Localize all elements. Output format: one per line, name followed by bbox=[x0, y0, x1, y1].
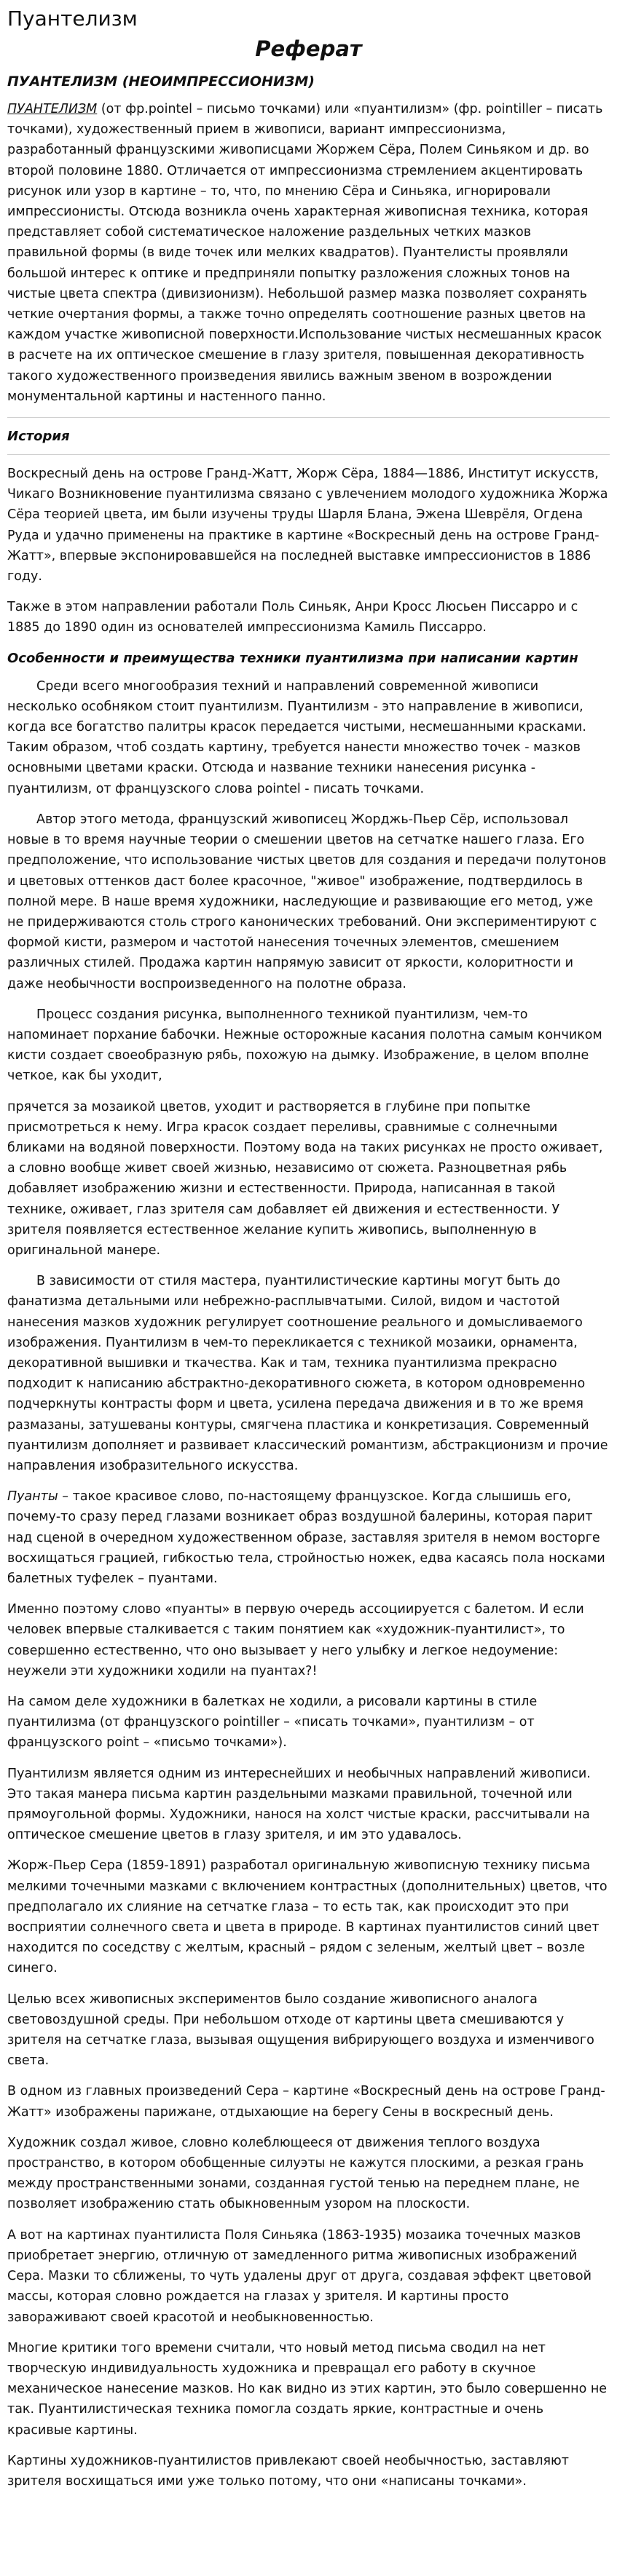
puanty-paragraph-4: Пуантилизм является одним из интереснейших и необычных направлений живописи. Это такая манера письма картин раздельными мазками правильной, точечной или прямоугольной формы. Художники, нанося на холст чистые краски, рассчитывали на оптическое смешение цветов в глазу зрителя, и им это удавалось. bbox=[7, 1766, 591, 1843]
section-divider bbox=[7, 454, 610, 455]
section-divider bbox=[7, 417, 610, 418]
intro-text: (от фр.pointel – письмо точками) или «пуантилизм» (фр. pointiller – писать точками), художественный прием в живописи, вариант импрессионизма, разработанный французскими живописцами Жоржем Сёра, Полем Синьяком и др. во второй половине 1880. Отличается от импрессионизма стремлением акцентировать рисунок или узор в картине – то, что, по мнению Сёра и Синьяка, игнорировали импрессионисты. Отсюда возникла очень характерная живописная техника, которая представляет собой систематическое наложение раздельных четких мазков правильной формы (в виде точек или мелких квадратов). Пуантелисты проявляли большой интерес к оптике и предприняли попытку разложения сложных тонов на чистые цвета спектра (дивизионизм). Небольшой размер мазка позволяет сохранять четкие очертания формы, а также точно определять соотношение разных цветов на каждом участке живописной поверхности.Использование чистых несмешанных красок в расчете на их оптическое смешение в глазу зрителя, повышенная декоративность такого художественного произведения явились важным звеном в возрождении монументальной картины и настенного панно. bbox=[7, 102, 603, 404]
puanty-paragraph-5: Жорж-Пьер Сера (1859-1891) разработал оригинальную живописную технику письма мелкими точечными мазками с включением контрастных (дополнительных) цветов, что предполагало их слияние на сетчатке глаза – то есть так, как происходит это при восприятии солнечного света и цвета в природе. В картинах пуантилистов синий цвет находится по соседству с желтым, красный – рядом с зеленым, желтый цвет – возле синего. bbox=[7, 1858, 608, 1976]
features-paragraph-5: В зависимости от стиля мастера, пуантилистические картины могут быть до фанатизма детальными или небрежно-расплывчатыми. Силой, видом и частотой нанесения мазков художник регулирует соотношение реального и домысливаемого изображения. Пуантилизм в чем-то перекликается с техникой мозаики, орнамента, декоративной вышивки и ткачества. Как и там, техника пуантилизма прекрасно подходит к написанию абстрактно-декоративного сюжета, в котором одновременно подчеркнуты контрасты форм и цвета, усилена передача движения и в то же время размазаны, затушеваны контуры, смягчена пластика и конкретизация. Современный пуантилизм дополняет и развивает классический романтизм, абстракционизм и прочие направления изобразительного искусства. bbox=[7, 1274, 608, 1473]
puanty-paragraph-3: На самом деле художники в балетках не ходили, а рисовали картины в стиле пуантилизма (от французского pointiller – «писать точками», пуантилизм – от французского point – «письмо точками»). bbox=[7, 1695, 538, 1751]
puanty-paragraph-8: Художник создал живое, словно колеблющееся от движения теплого воздуха пространство, в котором обобщенные силуэты не кажутся плоскими, а резкая грань между пространственными зонами, созданная густой тенью на переднем плане, не позволяет изображению стать обыкновенным узором на плоскости. bbox=[7, 2135, 584, 2212]
intro-paragraph bbox=[7, 99, 610, 407]
puanty-paragraph-6: Целью всех живописных экспериментов было создание живописного аналога световоздушной среды. При небольшом отходе от картины цвета смешиваются у зрителя на сетчатке глаза, вызывая ощущения вибрирующего воздуха и изменчивого света. bbox=[7, 1992, 594, 2069]
history-heading: История bbox=[7, 429, 70, 445]
history-paragraph-2: Также в этом направлении работали Поль Синьяк, Анри Кросс Люсьен Писсарро и с 1885 до 1890 один из основателей импрессионизма Камиль Писсарро. bbox=[7, 600, 578, 635]
site-title: Пуантелизм bbox=[7, 7, 138, 31]
puanty-paragraph-1 bbox=[7, 1486, 610, 1589]
features-paragraph-4: прячется за мозаикой цветов, уходит и растворяется в глубине при попытке присмотреться к нему. Игра красок создает переливы, сравнимые с солнечными бликами на водяной поверхности. Поэтому вода на таких рисунках не просто оживает, а словно вообще живет своей жизнью, независимо от сюжета. Разноцветная рябь добавляет изображению жизни и естественности. Природа, написанная в такой технике, оживает, глаз зрителя сам добавляет ей движения и естественности. У зрителя появляется естественное желание купить живопись, выполненную в оригинальной манере. bbox=[7, 1099, 603, 1258]
document-subtitle: ПУАНТЕЛИЗМ (НЕОИМПРЕССИОНИЗМ) bbox=[7, 74, 315, 90]
puanty-paragraph-10: Многие критики того времени считали, что новый метод письма сводил на нет творческую индивидуальность художника и превращал его работу в скучное механическое нанесение мазков. Но как видно из этих картин, это было совершенно не так. Пуантилистическая техника помогла создать яркие, контрастные и очень красивые картины. bbox=[7, 2340, 608, 2438]
document-title: Реферат bbox=[255, 36, 362, 61]
features-heading: Особенности и преимущества техники пуантилизма при написании картин bbox=[7, 650, 578, 666]
features-paragraph-1: Среди всего многообразия техний и направлений современной живописи несколько особняком стоит пуантилизм. Пуантилизм - это направление в живописи, когда все богатство палитры красок передается чистыми, несмешанными красками. Таким образом, чтоб создать картину, требуется нанести множество точек - мазков основными цветами краски. Отсюда и название техники нанесения рисунка - пуантилизм, от французского слова pointel - писать точками. bbox=[7, 678, 586, 796]
history-paragraph-1: Воскресный день на острове Гранд-Жатт, Жорж Сёра, 1884—1886, Институт искусств, Чикаго Возникновение пуантилизма связано с увлечением молодого художника Жоржа Сёра теорией цвета, им были изучены труды Шарля Блана, Эжена Шеврёля, Огдена Руда и удачно применены на практике в картине «Воскресный день на острове Гранд-Жатт», впервые экспонировавшейся на последней выставке импрессионистов в 1886 году. bbox=[7, 467, 608, 584]
puanty-paragraph-11: Картины художников-пуантилистов привлекают своей необычностью, заставляют зрителя восхищаться ими уже только потому, что они «написаны точками». bbox=[7, 2453, 569, 2489]
features-paragraph-2: Автор этого метода, французский живописец Жорджь-Пьер Сёр, использовал новые в то время научные теории о смешении цветов на сетчатке нашего глаза. Его предположение, что использование чистых цветов для создания и передачи полутонов и цветовых оттенков даст более красочное, "живое" изображение, подтвердилось в полной мере. В наше время художники, наследующие и развивающие его метод, уже не придерживаются столь строго канонических требований. Они экспериментируют с формой кисти, размером и частотой нанесения точечных элементов, смешением различных стилей. Продажа картин напрямую зависит от яркости, колоритности и даже необычности воспроизведенного на полотне образа. bbox=[7, 812, 607, 991]
puanty-paragraph-7: В одном из главных произведений Сера – картине «Воскресный день на острове Гранд-Жатт» изображены парижане, отдыхающие на берегу Сены в воскресный день. bbox=[7, 2084, 605, 2120]
puanty-text: – такое красивое слово, по-настоящему французское. Когда слышишь его, почему-то сразу перед глазами возникает образ воздушной балерины, которая парит над сценой в очередном художественном образе, заставляя зрителя в немом восторге восхищаться грацией, гибкостью тела, стройностью ножек, едва касаясь пола носками балетных туфелек – пуантами. bbox=[7, 1489, 605, 1586]
intro-term: ПУАНТЕЛИЗМ bbox=[7, 102, 98, 116]
puanty-paragraph-9: А вот на картинах пуантилиста Поля Синьяка (1863-1935) мозаика точечных мазков приобретает энергию, отличную от замедленного ритма живописных изображений Сера. Мазки то сближены, то чуть удалены друг от друга, создавая эффект цветовой массы, которая словно рождается на глазах у зрителя. И картины просто завораживают своей красотой и необыкновенностью. bbox=[7, 2227, 592, 2325]
puanty-term: Пуанты bbox=[7, 1489, 58, 1505]
features-paragraph-3: Процесс создания рисунка, выполненного техникой пуантилизм, чем-то напоминает порхание бабочки. Нежные осторожные касания полотна самым кончиком кисти создает своеобразную рябь, похожую на дымку. Изображение, в целом вполне четкое, как бы уходит, bbox=[7, 1007, 602, 1084]
puanty-paragraph-2: Именно поэтому слово «пуанты» в первую очередь ассоциируется с балетом. И если человек впервые сталкивается с таким понятием как «художник-пуантилист», то совершенно естественно, что оно вызывает у него улыбку и легкое недоумение: неужели эти художники ходили на пуантах?! bbox=[7, 1602, 584, 1679]
